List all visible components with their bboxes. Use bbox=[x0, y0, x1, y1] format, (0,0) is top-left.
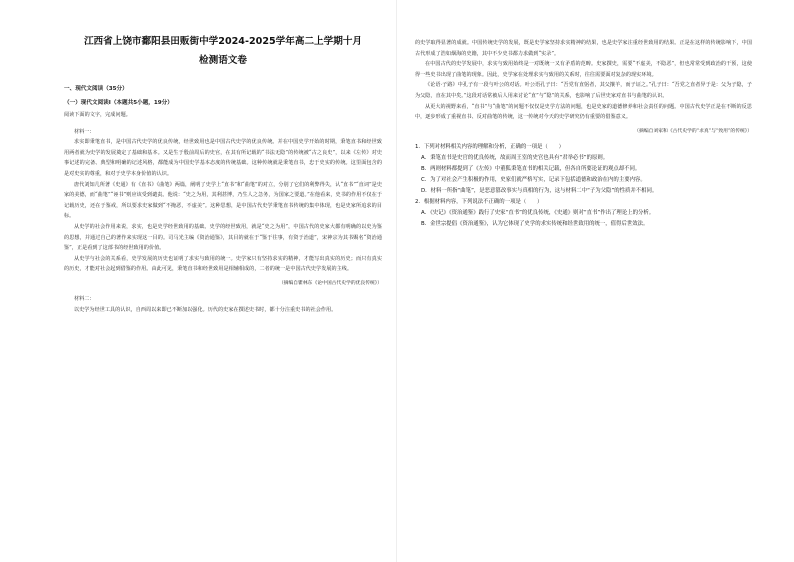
question-1-stem: 1．下列对材料相关内容的理解和分析，正确的一项是（ ） bbox=[415, 143, 564, 150]
question-1-option-b: B．两则材料都提到了《左传》中董狐秉笔直书的相关记载，但各自所要论证的观点却不同。 bbox=[421, 165, 641, 172]
subsection-heading: （一）现代文阅读Ⅰ（本题共5小题，19分） bbox=[64, 100, 173, 106]
material-2-paragraph: 以史学为经世工具的认识，自西周以来即已不断加以强化。历代的史家在撰述史书时，都十分注重史书的社会作用。 bbox=[74, 306, 337, 313]
instruction-text: 阅读下面的文字，完成问题。 bbox=[64, 112, 131, 118]
question-2-option-b: B．金世宗提倡《资治通鉴》，认为它体现了史学的求实传统和经世致用的统一，值得后世效法。 bbox=[421, 220, 649, 227]
material-2-paragraph: 从更大的视野来看，“直书”与“曲笔”的问题不仅仅是史学方法的问题，也是史家的道德修养和社会责任的问题。中国古代史学正是在不断的反思中，逐步形成了重视直书、反对曲笔的传统，这一传统对今天的史学研究仍有重要的借鉴意义。 bbox=[415, 103, 752, 121]
question-1-option-a: A．秉笔直书是史官的优良传统，故而周王室的史官也具有“君举必书”的原则。 bbox=[421, 154, 609, 161]
title-line-1: 江西省上饶市鄱阳县田贩街中学2024-2025学年高二上学期十月 bbox=[83, 36, 363, 47]
question-2-option-a: A．《史记》《资治通鉴》践行了史家“直书”的优良传统，《史通》则对“直书”作出了理论上的分析。 bbox=[421, 209, 655, 216]
material-2-source: （摘编自刘家和《古代史学的“求真”与“致用”的传统》） bbox=[634, 128, 752, 134]
material-2-paragraph: 的史学取得显著的成就。中国传统史学的发展，既是史学家坚持求实精神的结果，也是史学家注重经世致用的结果。正是在这样的传统影响下，中国古代形成了浩如烟海的史籍，其中不少史书都力求做到“实录”。 bbox=[415, 40, 752, 57]
material-1-paragraph: 求实即秉笔直书，是中国古代史学的优良传统，经世致用也是中国古代史学的优良传统。并在中国史学开始的时期，秉笔直书和经世致用两者就为史学的发展奠定了基础和基本。又是生于殷前周后的史官，在其有所记载的“书法无隐”的传统被“古之良史”，以来《左传》对史事记述的完备、典型和明确的记述风格，都能成为中国史学基本态度的传统基础。这种传统就是秉笔直书，忠于史实的传统。这里面包含的是对史实的尊重，和对于史学本身价值的认识。 bbox=[64, 139, 382, 177]
material-1-label: 材料一： bbox=[74, 128, 95, 135]
material-1-paragraph: 从史学与社会的关系看，史学发展的历史也证明了求实与致用的统一。史学家只有坚持求实的精神，才能写出真实的历史；而只有真实的历史，才能对社会起到借鉴的作用。由此可见，秉笔直书和经世致用是相辅相成的，二者的统一是中国古代史学发展的主线。 bbox=[64, 255, 382, 273]
title-line-2: 检测语文卷 bbox=[199, 55, 247, 66]
section-heading: 一、现代文阅读（35分） bbox=[64, 86, 128, 92]
material-2-paragraph: 在中国古代的史学发展中，求实与致用始终是一对既统一又有矛盾的范畴。史家撰史，需要“不虚美，不隐恶”，但也常常受到政治的干预，这使得一些史书出现了曲笔的现象。因此，史学家在处理求实与致用的关系时，往往需要面对复杂的现实环境。 bbox=[415, 61, 752, 78]
material-2-label: 材料二： bbox=[74, 295, 95, 302]
question-1-option-d: D．材料一所指“曲笔”，是恶意篡改事实与真相的行为，这与材料二中“子为父隐”的性质并不相同。 bbox=[421, 187, 658, 194]
question-1-option-c: C．为了对社会产生积极的作用，史家们就严格写实，记录下包括道德和政治在内的主要内容。 bbox=[421, 176, 646, 183]
question-2-stem: 2．根据材料内容，下列说法不正确的一项是（ ） bbox=[415, 198, 543, 205]
material-2-paragraph: 《论语·子路》中孔子有一段与叶公的对话。叶公语孔子曰：“吾党有直躬者，其父攘羊，而子证之。”孔子曰：“吾党之直者异于是：父为子隐，子为父隐，直在其中矣。”这段对话常被后人用来讨论“直”与“隐”的关系，也影响了后世史家对直书与曲笔的认识。 bbox=[415, 82, 752, 99]
material-1-source: （摘编自瞿林东《论中国古代史学的优良传统》） bbox=[278, 280, 382, 286]
exam-title bbox=[64, 32, 382, 70]
right-page bbox=[397, 0, 794, 562]
material-1-paragraph: 从史学的社会作用来说，求实，也是史学经世致用的基础。史学的经世致用，就是“史之为用”，中国古代的史家大都有明确的以史为鉴的思想，并通过自己的著作来实现这一目的。司马光主编《资治通鉴》，其目的就在于“鉴于往事，有资于治道”，宋神宗为其书赐名“资治通鉴”，正是看到了这部书的经世致用的价值。 bbox=[64, 223, 382, 252]
material-1-paragraph: 唐代刘知几所著《史通》有《直书》《曲笔》两篇，阐明了史学上“直书”和“曲笔”的对立，分别了它们的利弊得失，认“直书”“直词”是史家的美德，而“曲笔”“诬书”则应该受到谴责。他说：“史之为用，其利甚博，乃生人之急务，为国家之要道。”在他看来，史书的作用不仅在于记载历史，还在于鉴戒，所以要求史家做到“不掩恶，不虚美”。这种思想，是中国古代史学秉笔直书传统的集中体现，也是史家所追求的目标。 bbox=[64, 181, 382, 220]
